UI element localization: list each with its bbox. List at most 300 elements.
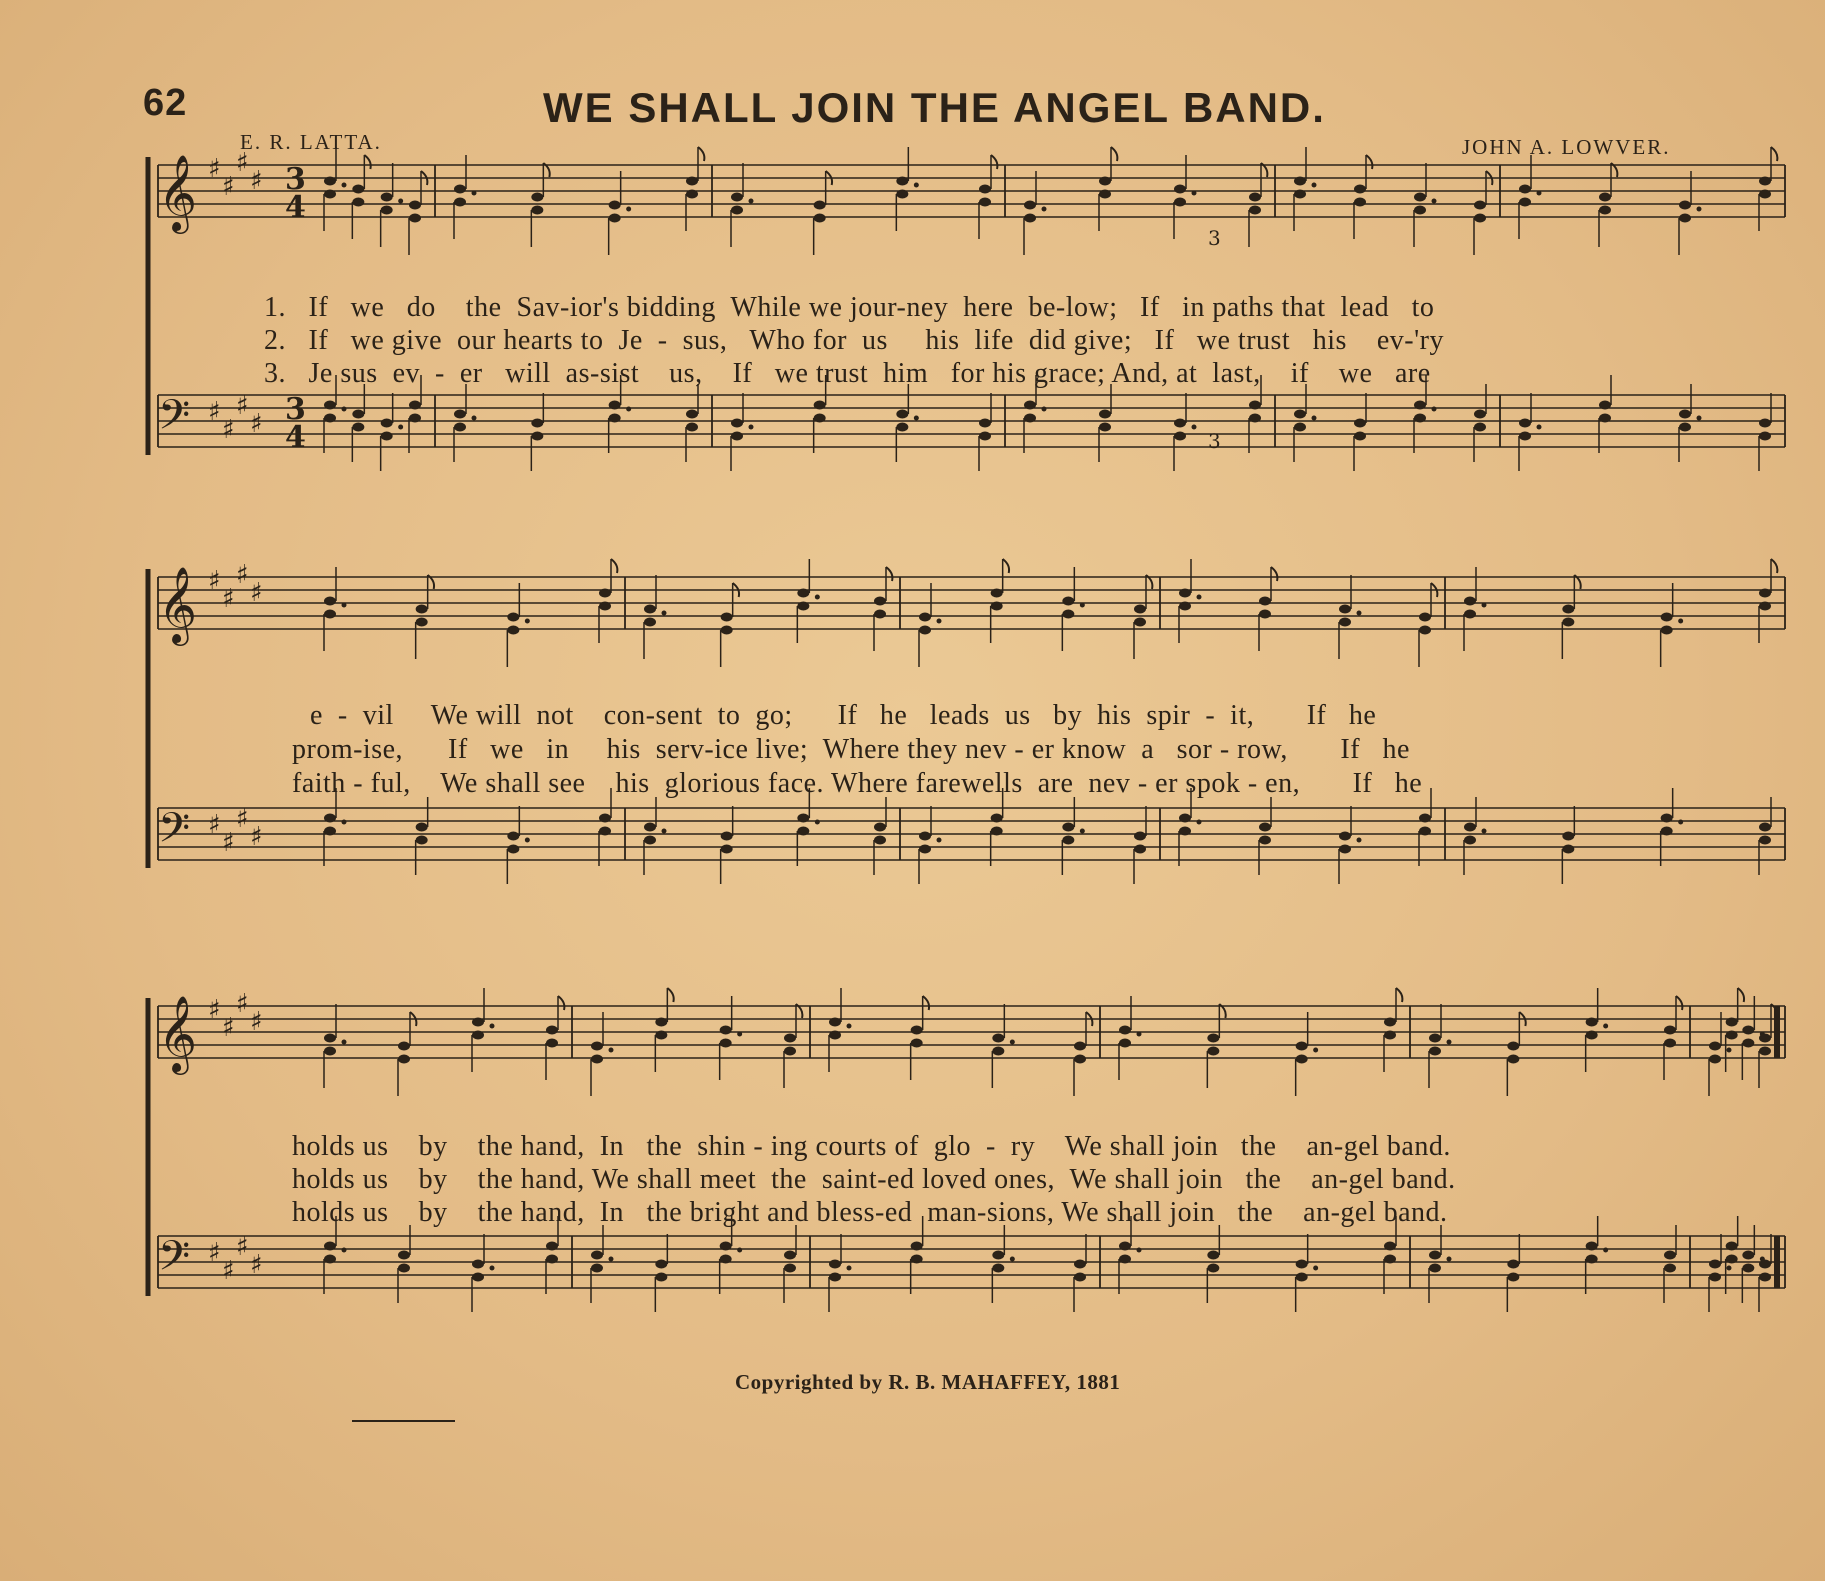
note-head [507,626,519,635]
dot [662,611,667,616]
dot [342,603,347,608]
note-head [1661,626,1673,635]
verse-2-line-system-3: holds us by the hand, We shall meet the saint-ed loved ones, We shall join the an-gel band. [292,1164,1456,1195]
note-head [731,419,743,428]
dot [1313,1048,1318,1053]
note-head [454,410,466,419]
dot [1447,1040,1452,1045]
note-head [416,605,428,614]
key-sharp: ♯ [250,409,263,439]
note-head [1759,177,1771,186]
note-head [1519,185,1531,194]
note-flag [698,147,704,161]
note-head [991,589,1003,598]
key-sharp: ♯ [236,1232,249,1262]
note-head [644,823,656,832]
note-head [1507,1273,1519,1282]
bass-clef: 𝄢 [158,804,191,862]
note-head [1664,1039,1676,1048]
note-head [992,1047,1004,1056]
treble-clef: 𝄞 [158,154,198,231]
note-head [1474,423,1486,432]
note-head [1354,198,1366,207]
note-head [1174,198,1186,207]
note-head [1726,1255,1738,1264]
note-head [1294,177,1306,186]
dot [1678,820,1683,825]
dot [398,425,403,430]
note-head [1507,1055,1519,1064]
note-head [1464,597,1476,606]
note-head [1249,414,1261,423]
note-head [992,1264,1004,1273]
note-head [546,1026,558,1035]
note-head [324,597,336,606]
note-head [546,1255,558,1264]
note-head [1339,618,1351,627]
dot [342,820,347,825]
note-head [655,1031,667,1040]
note-head [546,1242,558,1251]
verse-2-line-system-2: prom-ise, If we in his serv-ice live; Where they nev - er know a sor - row, If he [292,734,1410,765]
key-sharp: ♯ [208,566,221,596]
note-head [784,1264,796,1273]
note-head [472,1260,484,1269]
dot [937,619,942,624]
note-head [1661,613,1673,622]
note-head [1519,419,1531,428]
note-head [1179,814,1191,823]
dot [1697,416,1702,421]
dot [1042,207,1047,212]
note-head [546,1039,558,1048]
note-head [784,1251,796,1260]
note-flag [991,155,997,169]
note-head [324,814,336,823]
note-head [324,1242,336,1251]
note-head [381,419,393,428]
note-flag [364,155,370,169]
note-head [609,414,621,423]
note-flag [1003,559,1009,573]
note-head [1429,1251,1441,1260]
note-head [814,201,826,210]
note-head [1294,410,1306,419]
dot [1482,829,1487,834]
key-sharp: ♯ [236,560,249,590]
note-head [454,423,466,432]
dot [342,1248,347,1253]
note-head [979,198,991,207]
key-sharp: ♯ [222,1013,235,1043]
note-head [1259,823,1271,832]
note-head [1759,190,1771,199]
note-head [1179,602,1191,611]
verse-1-line-system-3: holds us by the hand, In the shin - ing courts of glo - ry We shall join the an-gel band. [292,1131,1451,1162]
dot [914,416,919,421]
dot [1042,407,1047,412]
note-head [1207,1264,1219,1273]
note-head [1259,836,1271,845]
note-head [874,823,886,832]
note-flag [1111,147,1117,161]
note-head [324,827,336,836]
note-head [829,1260,841,1269]
note-head [1249,206,1261,215]
note-head [324,401,336,410]
note-head [1679,423,1691,432]
key-sharp: ♯ [250,1007,263,1037]
note-head [829,1273,841,1282]
dot [737,1032,742,1037]
verse-2-line-system-1: 2. If we give our hearts to Je - sus, Who for us his life did give; If we trust his ev-'ry [264,325,1444,356]
note-head [1519,198,1531,207]
note-head [1259,597,1271,606]
note-head [911,1255,923,1264]
note-head [814,401,826,410]
note-head [1354,419,1366,428]
note-head [1249,193,1261,202]
note-head [1664,1026,1676,1035]
dot [1137,1248,1142,1253]
note-head [720,1026,732,1035]
note-head [1294,423,1306,432]
dot [490,1024,495,1029]
note-head [398,1251,410,1260]
note-head [1099,423,1111,432]
note-head [721,626,733,635]
note-flag [667,988,673,1002]
key-sharp: ♯ [236,391,249,421]
note-head [991,814,1003,823]
note-head [829,1018,841,1027]
triplet-mark: 3 [1208,226,1221,250]
bass-clef: 𝄢 [158,1232,191,1290]
note-head [1679,410,1691,419]
note-head [1174,432,1186,441]
dot [1197,820,1202,825]
note-head [409,414,421,423]
note-head [1024,401,1036,410]
note-head [1742,1026,1754,1035]
note-head [919,832,931,841]
dot [1192,191,1197,196]
note-head [507,613,519,622]
note-head [398,1264,410,1273]
note-flag [1366,155,1372,169]
note-flag [1396,988,1402,1002]
note-head [1134,845,1146,854]
note-head [1074,1273,1086,1282]
note-head [784,1034,796,1043]
dot [1137,1032,1142,1037]
note-head [1099,190,1111,199]
dot [749,199,754,204]
dot [1080,829,1085,834]
note-head [919,613,931,622]
page-number: 62 [143,82,188,124]
note-head [731,206,743,215]
note-head [1664,1264,1676,1273]
note-head [324,190,336,199]
note-head [1339,845,1351,854]
note-head [507,845,519,854]
key-sharp: ♯ [250,1250,263,1280]
dot [1357,838,1362,843]
dot [1727,1266,1732,1271]
note-head [1207,1034,1219,1043]
note-head [591,1042,603,1051]
note-head [409,214,421,223]
note-head [1562,605,1574,614]
note-head [814,414,826,423]
dot [662,829,667,834]
time-signature-bottom: 4 [285,420,306,455]
dot [342,1040,347,1045]
note-head [599,814,611,823]
note-head [1507,1260,1519,1269]
note-head [324,414,336,423]
note-head [1742,1264,1754,1273]
note-head [416,618,428,627]
note-head [1419,814,1431,823]
note-head [992,1251,1004,1260]
note-flag [1771,559,1777,573]
verse-3-line-system-3: holds us by the hand, In the bright and bless-ed man-sions, We shall join the an-gel band. [292,1197,1448,1228]
note-head [686,423,698,432]
note-head [1414,193,1426,202]
dot [815,820,820,825]
dot [914,183,919,188]
note-head [1074,1055,1086,1064]
dot [1357,611,1362,616]
note-head [655,1273,667,1282]
note-head [599,602,611,611]
note-head [1294,190,1306,199]
note-head [409,201,421,210]
note-head [1134,618,1146,627]
note-head [1179,589,1191,598]
note-head [1759,602,1771,611]
note-head [1296,1042,1308,1051]
dot [1727,1048,1732,1053]
note-head [1709,1055,1721,1064]
dot [1603,1248,1608,1253]
note-head [1179,827,1191,836]
dot [847,1266,852,1271]
dot [749,425,754,430]
note-head [1074,1042,1086,1051]
note-head [896,177,908,186]
note-head [1259,610,1271,619]
key-sharp: ♯ [250,822,263,852]
note-head [896,190,908,199]
dot [1447,1257,1452,1262]
note-head [599,589,611,598]
time-signature-bottom: 4 [285,190,306,225]
note-head [398,1042,410,1051]
hymn-title: WE SHALL JOIN THE ANGEL BAND. [543,84,1326,131]
dot [626,407,631,412]
note-head [1507,1042,1519,1051]
note-head [1679,214,1691,223]
note-head [352,410,364,419]
note-flag [558,996,564,1010]
dot [815,595,820,600]
note-head [1586,1242,1598,1251]
note-head [1661,814,1673,823]
note-head [1024,414,1036,423]
triplet-mark: 3 [1208,429,1221,453]
note-head [1134,832,1146,841]
note-head [1586,1255,1598,1264]
note-head [1249,401,1261,410]
dot [937,838,942,843]
note-head [1661,827,1673,836]
note-head [896,423,908,432]
note-head [655,1018,667,1027]
key-sharp: ♯ [208,995,221,1025]
key-sharp: ♯ [250,578,263,608]
dot [472,191,477,196]
dot [1312,416,1317,421]
key-sharp: ♯ [236,989,249,1019]
note-head [609,201,621,210]
key-sharp: ♯ [222,172,235,202]
note-head [720,1039,732,1048]
dot [1010,1257,1015,1262]
note-head [1759,1260,1771,1269]
note-head [686,190,698,199]
key-sharp: ♯ [208,154,221,184]
note-head [1119,1255,1131,1264]
note-head [1296,1055,1308,1064]
dot [472,416,477,421]
composer-credit: JOHN A. LOWVER. [1462,135,1671,159]
dot [490,1266,495,1271]
note-head [1562,618,1574,627]
note-head [919,626,931,635]
note-head [1429,1264,1441,1273]
note-head [1296,1260,1308,1269]
note-head [454,198,466,207]
note-head [911,1242,923,1251]
note-head [352,423,364,432]
note-head [721,613,733,622]
note-head [1742,1039,1754,1048]
note-head [1759,1047,1771,1056]
dot [1697,207,1702,212]
note-head [1207,1047,1219,1056]
note-head [1759,1034,1771,1043]
note-head [472,1273,484,1282]
note-head [1586,1018,1598,1027]
note-head [472,1031,484,1040]
note-head [416,823,428,832]
note-head [1429,1047,1441,1056]
note-head [991,827,1003,836]
note-head [324,610,336,619]
note-head [1354,185,1366,194]
note-head [731,432,743,441]
note-head [686,177,698,186]
dot [342,407,347,412]
note-head [784,1047,796,1056]
note-head [911,1026,923,1035]
note-head [591,1055,603,1064]
note-head [655,1260,667,1269]
dot [525,838,530,843]
note-head [644,618,656,627]
verse-1-line-system-1: 1. If we do the Sav-ior's bidding While we jour-ney here be-low; If in paths that lead to [264,292,1435,323]
note-head [1759,432,1771,441]
note-head [1074,1260,1086,1269]
note-head [599,827,611,836]
note-flag [886,567,892,581]
note-head [1742,1251,1754,1260]
note-flag [1676,996,1682,1010]
note-head [797,814,809,823]
note-head [1562,832,1574,841]
note-head [874,836,886,845]
note-flag [611,559,617,573]
note-head [797,602,809,611]
dot [1537,425,1542,430]
note-head [686,410,698,419]
note-head [1339,832,1351,841]
note-head [1474,214,1486,223]
note-head [1062,823,1074,832]
note-head [720,1242,732,1251]
note-head [1119,1026,1131,1035]
note-head [829,1031,841,1040]
dot [1432,199,1437,204]
note-head [591,1251,603,1260]
note-flag [1771,147,1777,161]
note-head [1464,823,1476,832]
note-head [1384,1255,1396,1264]
note-head [991,602,1003,611]
note-head [1759,419,1771,428]
treble-clef: 𝄞 [158,566,198,643]
verse-3-line-system-1: 3. Je sus ev - er will as-sist us, If we trust him for his grace; And, at last, if we are [264,358,1431,389]
key-sharp: ♯ [208,1238,221,1268]
note-head [644,605,656,614]
note-head [1759,823,1771,832]
note-head [1384,1018,1396,1027]
note-head [591,1264,603,1273]
verse-3-line-system-2: faith - ful, We shall see his glorious face. Where farewells are nev - er spok - en, If he [292,768,1423,799]
note-head [1664,1251,1676,1260]
key-sharp: ♯ [222,584,235,614]
note-head [1726,1018,1738,1027]
note-head [1384,1031,1396,1040]
dot [609,1257,614,1262]
note-head [1099,177,1111,186]
dot [1080,603,1085,608]
key-sharp: ♯ [208,397,221,427]
note-head [979,432,991,441]
note-head [324,1255,336,1264]
key-sharp: ♯ [208,810,221,840]
dot [1192,425,1197,430]
copyright-notice: Copyrighted by R. B. MAHAFFEY, 1881 [735,1370,1121,1394]
note-flag [923,996,929,1010]
note-head [1464,836,1476,845]
note-head [896,410,908,419]
note-head [874,610,886,619]
note-head [609,401,621,410]
